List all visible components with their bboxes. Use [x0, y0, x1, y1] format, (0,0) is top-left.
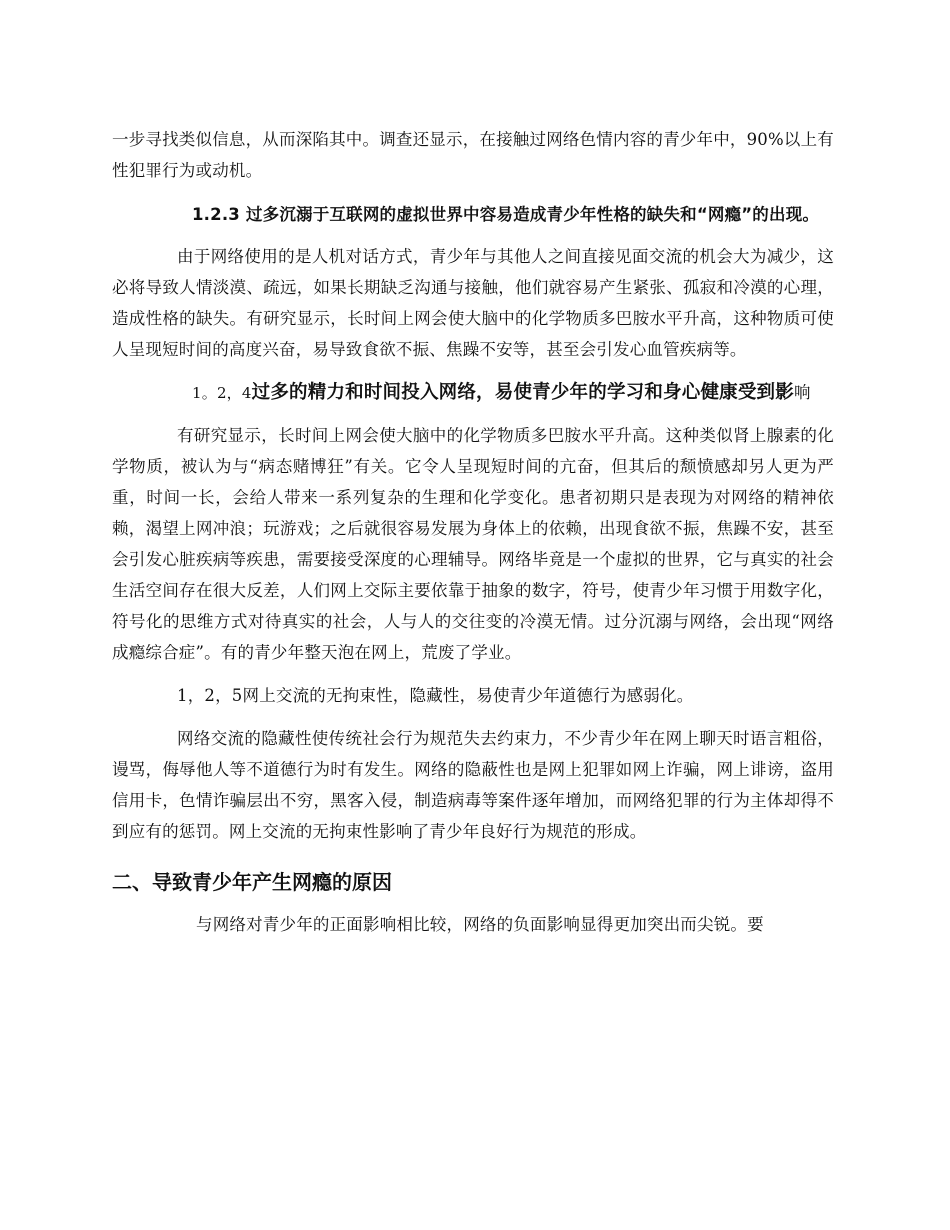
paragraph-1-2-4: 有研究显示，长时间上网会使大脑中的化学物质多巴胺水平升高。这种类似肾上腺素的化学物质，被认为与“病态赌博狂”有关。它令人呈现短时间的亢奋，但其后的颓愤感却另人更为严重，时间一长，会给人带来一系列复杂的生理和化学变化。患者初期只是表现为对网络的精神依赖，渴望上网冲浪；玩游戏；之后就很容易发展为身体上的依赖，出现食欲不振，焦躁不安，甚至会引发心脏疾病等疾患，需要接受深度的心理辅导。网络毕竟是一个虚拟的世界，它与真实的社会生活空间存在很大反差，人们网上交际主要依靠于抽象的数字，符号，使青少年习惯于用数字化，符号化的思维方式对待真实的社会，人与人的交往变的冷漠无情。过分沉溺与网络，会出现“网络成瘾综合症”。有的青少年整天泡在网上，荒废了学业。	[112, 426, 834, 662]
paragraph-1-2-3: 由于网络使用的是人机对话方式，青少年与其他人之间直接见面交流的机会大为减少，这必将导致人情淡漠、疏远，如果长期缺乏沟通与接触，他们就容易产生紧张、孤寂和冷漠的心理，造成性格的缺失。有研究显示，长时间上网会使大脑中的化学物质多巴胺水平升高，这种物质可使人呈现短时间的高度兴奋，易导致食欲不振、焦躁不安等，甚至会引发心血管疾病等。	[112, 247, 834, 359]
paragraph-section-2: 与网络对青少年的正面影响相比较，网络的负面影响显得更加突出而尖锐。要	[196, 915, 764, 934]
subheading-1-2-4-tail: 响	[793, 383, 811, 402]
section-heading-2: 二、导致青少年产生网瘾的原因	[112, 870, 392, 894]
subheading-1-2-3: 1.2.3 过多沉溺于互联网的虚拟世界中容易造成青少年性格的缺失和“网瘾”的出现。	[192, 205, 820, 224]
paragraph-continuation: 一步寻找类似信息，从而深陷其中。调查还显示，在接触过网络色情内容的青少年中，90%以上有性犯罪行为或动机。	[112, 130, 834, 180]
subheading-1-2-5: 1，2，5网上交流的无拘束性，隐藏性，易使青少年道德行为感弱化。	[177, 686, 694, 705]
subheading-1-2-4	[112, 377, 834, 409]
document-page	[112, 124, 834, 940]
subheading-1-2-4-number: 1。2，4	[192, 384, 252, 402]
paragraph-1-2-5: 网络交流的隐藏性使传统社会行为规范失去约束力，不少青少年在网上聊天时语言粗俗，谩骂，侮辱他人等不道德行为时有发生。网络的隐蔽性也是网上犯罪如网上诈骗，网上诽谤，盗用信用卡，色情诈骗层出不穷，黑客入侵，制造病毒等案件逐年增加，而网络犯罪的行为主体却得不到应有的惩罚。网上交流的无拘束性影响了青少年良好行为规范的形成。	[112, 729, 834, 841]
subheading-1-2-4-text: 过多的精力和时间投入网络，易使青少年的学习和身心健康受到影	[251, 382, 794, 403]
